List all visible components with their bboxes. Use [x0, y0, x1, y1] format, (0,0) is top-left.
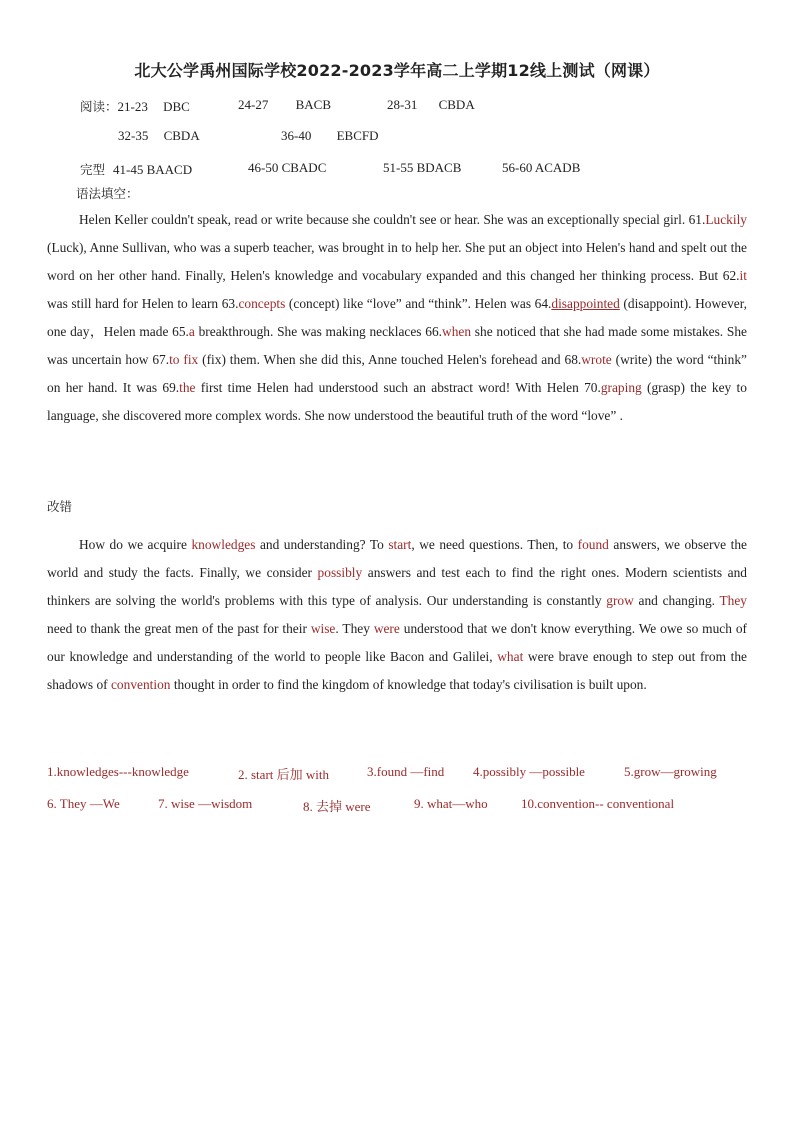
error-word-7: wise [310, 621, 336, 636]
reading-range: 24-27 [238, 97, 269, 112]
reading-range: 36-40 [281, 128, 312, 143]
reading-range: 21-23 [117, 99, 148, 114]
correction-passage: How do we acquire knowledges and understanding? To start, we need questions. Then, to found answers, we observe the world and study the facts. Finally, we consider possibly answers and test each to find the right ones. Modern scientists and thinkers are solving the world's problems with this type of analysis. Our understanding is constantly grow and changing. They need to thank the great men of the past for their wise. They were understood that we don't know everything. We owe so much of our knowledge and understanding of the world to people like Bacon and Galilei, what were brave enough to step out from the shadows of convention thought in order to find the kingdom of knowledge that today's civilisation is built upon. [47, 537, 747, 692]
error-word-3: found [577, 537, 609, 552]
page-title: 北大公学禹州国际学校2022-2023学年高二上学期12线上测试（网课） [134, 61, 660, 80]
correction-answer: 5.grow—growing [624, 764, 717, 779]
error-word-4: possibly [317, 565, 363, 580]
correction-answer: 10.convention-- conventional [521, 796, 675, 811]
error-word-9: what [497, 649, 524, 664]
correction-answer: 3.found —find [367, 764, 445, 779]
reading-label: 阅读： [80, 99, 118, 114]
reading-row-1 [80, 97, 190, 115]
reading-range: 28-31 [387, 97, 418, 112]
reading-answer: DBC [163, 99, 190, 114]
cloze-item: 56-60 ACADB [502, 160, 581, 175]
cloze-row [80, 160, 192, 178]
correction-answer: 8. 去掉 were [303, 799, 371, 814]
answer-66: when [442, 324, 472, 339]
answer-68: wrote [581, 352, 612, 367]
answer-65: a [188, 324, 195, 339]
answer-62: it [739, 268, 747, 283]
error-word-5: grow [606, 593, 634, 608]
correction-answer: 1.knowledges---knowledge [47, 764, 189, 779]
grammar-label: 语法填空： [76, 186, 139, 201]
cloze-item: 51-55 BDACB [383, 160, 462, 175]
reading-range: 32-35 [118, 128, 149, 143]
correction-answer: 4.possibly —possible [473, 764, 585, 779]
answer-61: Luckily [705, 212, 747, 227]
error-word-1: knowledges [191, 537, 256, 552]
correction-answer: 7. wise —wisdom [158, 796, 253, 811]
reading-group [118, 128, 200, 144]
reading-answer: EBCFD [336, 128, 379, 143]
cloze-item: 46-50 CBADC [248, 160, 327, 175]
cloze-item: 41-45 BAACD [113, 162, 193, 177]
answer-63: concepts [238, 296, 286, 311]
answer-69: the [179, 380, 196, 395]
error-word-2: start [388, 537, 412, 552]
error-word-8: were [373, 621, 400, 636]
reading-answer: CBDA [438, 97, 475, 112]
answer-70: graping [600, 380, 642, 395]
error-word-6: They [719, 593, 747, 608]
grammar-passage: Helen Keller couldn't speak, read or write because she couldn't see or hear. She was an exceptionally special girl. 61.Luckily (Luck), Anne Sullivan, who was a superb teacher, was brought in to help her. She put an object into Helen's hand and spelt out the word on her other hand. Finally, Helen's knowledge and vocabulary expanded and this changed her thinking process. But 62.it was still hard for Helen to learn 63.concepts (concept) like “love” and “think”. Helen was 64.disappointed (disappoint). However, one day，Helen made 65.a breakthrough. She was making necklaces 66.when she noticed that she had made some mistakes. She was uncertain how 67.to fix (fix) them. When she did this, Anne touched Helen's forehead and 68.wrote (write) the word “think” on her hand. It was 69.the first time Helen had understood such an abstract word! With Helen 70.graping (grasp) the key to language, she discovered more complex words. She now understood the beautiful truth of the word “love” . [47, 212, 748, 423]
correction-answer: 2. start 后加 with [238, 767, 329, 782]
correction-answer: 9. what—who [414, 796, 488, 811]
cloze-label: 完型 [80, 162, 106, 177]
correction-label: 改错 [47, 499, 73, 514]
error-word-10: convention [110, 677, 171, 692]
reading-answer: BACB [295, 97, 331, 112]
answer-67: to fix [169, 352, 199, 367]
reading-group [387, 97, 475, 113]
reading-answer: CBDA [163, 128, 200, 143]
answer-64: disappointed [551, 296, 620, 311]
reading-group [238, 97, 331, 113]
correction-answer: 6. They —We [47, 796, 120, 811]
reading-group [281, 128, 379, 144]
